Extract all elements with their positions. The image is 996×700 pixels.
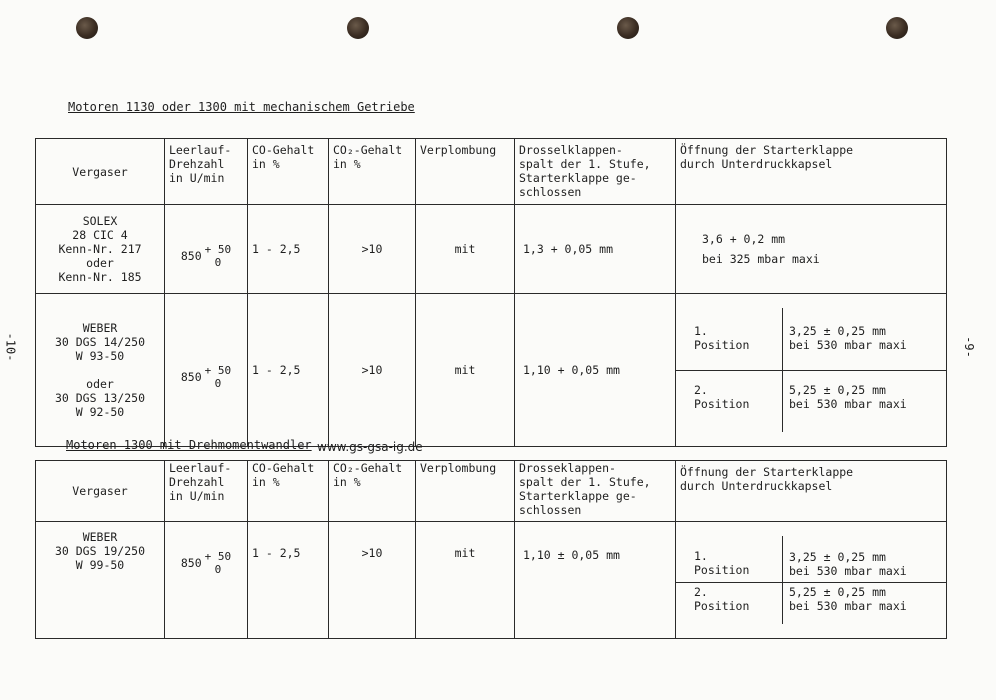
pos2-label: 2. Position: [676, 370, 782, 432]
header-verplombung: Verplombung: [416, 139, 515, 205]
row1-co2: >10: [329, 205, 416, 294]
s2-row1-oeffnung: [676, 522, 947, 639]
row2-drossel: 1,10 + 0,05 mm: [515, 294, 676, 447]
leerlauf-minus: 0: [214, 563, 222, 576]
row2-oeffnung: [676, 294, 947, 447]
leerlauf-plus: + 50: [204, 243, 232, 256]
page-number-right: -9-: [961, 336, 976, 358]
row1-verplombung: mit: [416, 205, 515, 294]
header-oeffnung: Öffnung der Starterklappe durch Unterdruckkapsel: [676, 461, 947, 522]
header-co2: CO₂-Gehalt in %: [329, 139, 416, 205]
punch-hole-1: [76, 17, 98, 39]
row1-leerlauf: [165, 205, 248, 294]
leerlauf-plus: + 50: [204, 364, 232, 377]
pos1-value: 3,25 ± 0,25 mm bei 530 mbar maxi: [782, 308, 946, 370]
leerlauf-base: 850: [180, 556, 202, 570]
punch-hole-4: [886, 17, 908, 39]
row1-vergaser: SOLEX 28 CIC 4 Kenn-Nr. 217 oder Kenn-Nr. 185: [36, 205, 165, 294]
leerlauf-base: 850: [180, 370, 202, 384]
header-vergaser: Vergaser: [36, 139, 165, 205]
pos2-value: 5,25 ± 0,25 mm bei 530 mbar maxi: [782, 582, 946, 624]
row2-vergaser: WEBER 30 DGS 14/250 W 93-50 oder 30 DGS 13/250 W 92-50: [36, 294, 165, 447]
punch-hole-3: [617, 17, 639, 39]
section1-table: [35, 138, 947, 447]
pos2-label: 2. Position: [676, 582, 782, 624]
header-leerlauf: Leerlauf- Drehzahl in U/min: [165, 139, 248, 205]
leerlauf-minus: 0: [214, 377, 222, 390]
pos1-label: 1. Position: [694, 549, 750, 577]
section2-table: [35, 460, 947, 639]
pos2-value: 5,25 ± 0,25 mm bei 530 mbar maxi: [782, 370, 946, 432]
s2-row1-verplombung: mit: [416, 522, 515, 639]
header-verplombung: Verplombung: [416, 461, 515, 522]
page-number-left: -10-: [3, 332, 18, 362]
leerlauf-minus: 0: [214, 256, 222, 269]
header-vergaser: Vergaser: [36, 461, 165, 522]
row1-co: 1 - 2,5: [248, 205, 329, 294]
header-co: CO-Gehalt in %: [248, 139, 329, 205]
header-oeffnung: Öffnung der Starterklappe durch Unterdruckkapsel: [676, 139, 947, 205]
section2-title: Motoren 1300 mit Drehmomentwandler: [66, 438, 312, 452]
header-leerlauf: Leerlauf- Drehzahl in U/min: [165, 461, 248, 522]
s2-row1-vergaser: WEBER 30 DGS 19/250 W 99-50: [36, 522, 165, 639]
header-drossel: Drosselklappen- spalt der 1. Stufe, Starterklappe ge- schlossen: [515, 139, 676, 205]
row2-co2: >10: [329, 294, 416, 447]
pos1-value: 3,25 ± 0,25 mm bei 530 mbar maxi: [782, 536, 946, 582]
leerlauf-plus: + 50: [204, 550, 232, 563]
row2-leerlauf: [165, 294, 248, 447]
leerlauf-base: 850: [180, 249, 202, 263]
s2-row1-drossel: 1,10 ± 0,05 mm: [515, 522, 676, 639]
website-watermark: www.gs-gsa-ig.de: [317, 440, 423, 454]
s2-row1-co: 1 - 2,5: [248, 522, 329, 639]
s2-row1-leerlauf: [165, 522, 248, 639]
punch-hole-2: [347, 17, 369, 39]
s2-row1-co2: >10: [329, 522, 416, 639]
section1-title: Motoren 1130 oder 1300 mit mechanischem Getriebe: [68, 100, 415, 114]
row2-co: 1 - 2,5: [248, 294, 329, 447]
pos1-label: 1. Position: [694, 324, 750, 352]
header-co2: CO₂-Gehalt in %: [329, 461, 416, 522]
row1-oeffnung: 3,6 + 0,2 mm bei 325 mbar maxi: [676, 205, 947, 294]
row2-verplombung: mit: [416, 294, 515, 447]
row1-drossel: 1,3 + 0,05 mm: [515, 205, 676, 294]
header-drossel: Drosseklappen- spalt der 1. Stufe, Starterklappe ge- schlossen: [515, 461, 676, 522]
header-co: CO-Gehalt in %: [248, 461, 329, 522]
